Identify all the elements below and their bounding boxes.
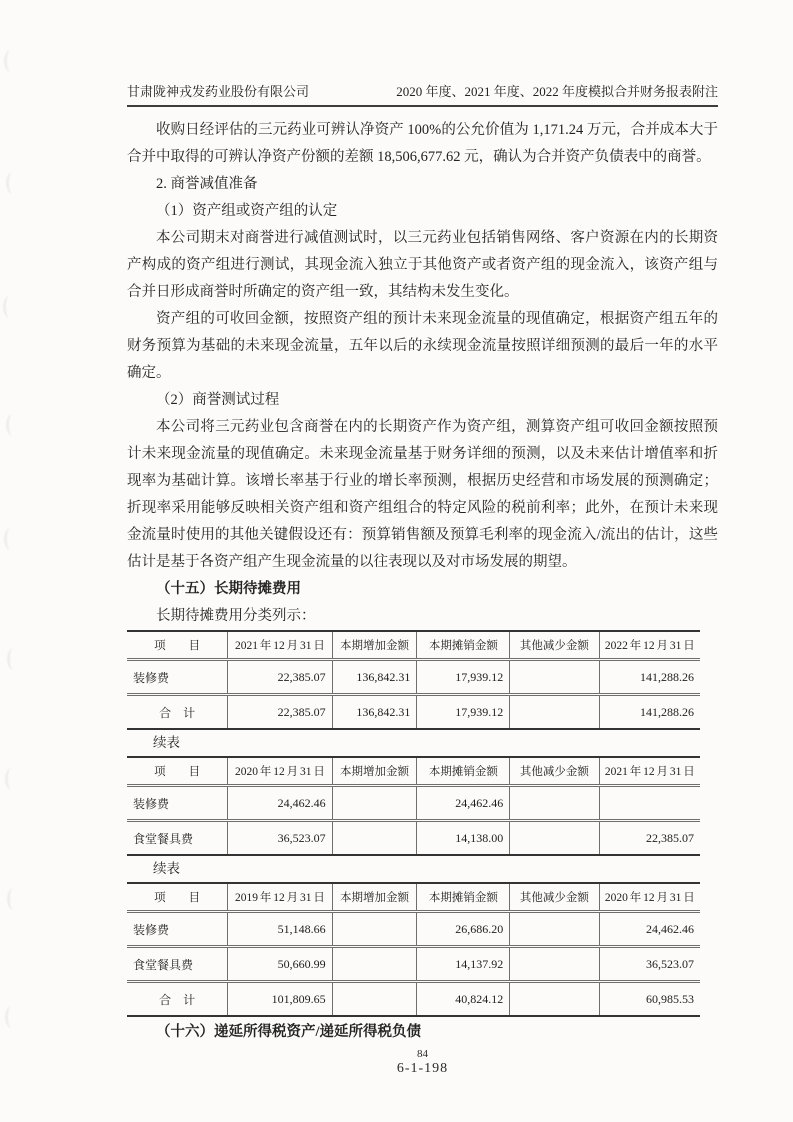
cell-other-decrease	[510, 660, 599, 695]
page-content	[127, 0, 718, 1046]
paragraph-acquisition-goodwill: 收购日经评估的三元药业可辨认净资产 100%的公允价值为 1,171.24 万元，合并成本大于合并中取得的可辨认净资产份额的差额 18,506,677.62 元，确认为合并资产负债表中的商誉。	[127, 122, 718, 165]
continued-table-label: 续表	[153, 735, 180, 750]
header-period-amortization: 本期摊销金额	[417, 883, 510, 912]
note-body	[127, 117, 718, 630]
header-closing-balance: 2020 年 12 月 31 日	[599, 883, 700, 912]
cell-other-decrease	[510, 947, 599, 982]
cell-opening-balance: 101,809.65	[228, 982, 332, 1017]
cell-period-increase: 136,842.31	[332, 660, 417, 695]
cell-closing-balance: 60,985.53	[599, 982, 700, 1017]
table-row-canteen-utensils-fee	[127, 821, 700, 856]
table-row-total	[127, 982, 700, 1017]
cell-total-label: 合 计	[159, 992, 196, 1007]
table-row-decoration-fee	[127, 912, 700, 947]
header-opening-balance: 2020 年 12 月 31 日	[228, 757, 332, 786]
scan-artifact	[6, 172, 19, 194]
cell-period-amortization: 14,137.92	[417, 947, 510, 982]
cell-period-increase	[332, 947, 417, 982]
subheading-goodwill-impairment: 2. 商誉减值准备	[156, 176, 258, 192]
note-body-continued	[127, 1019, 718, 1046]
cell-item-label: 装修费	[127, 786, 228, 821]
scan-artifact	[5, 1006, 18, 1028]
table-header-row	[127, 631, 700, 660]
paragraph-asset-group: 本公司期末对商誉进行减值测试时，以三元药业包括销售网络、客户资源在内的长期资产构成的资产组进行测试，其现金流入独立于其他资产或者资产组的现金流入，该资产组与合并日形成商誉时所确定的资产组一致，其结构未发生变化。	[127, 230, 718, 300]
section-heading-16-deferred-tax: （十六）递延所得税资产/递延所得税负债	[156, 1024, 422, 1040]
table-row-decoration-fee	[127, 660, 700, 695]
header-period-increase: 本期增加金额	[332, 631, 417, 660]
header-period-increase: 本期增加金额	[332, 757, 417, 786]
table-header-row	[127, 883, 700, 912]
table-row-total	[127, 695, 700, 730]
cell-item-label: 食堂餐具费	[127, 947, 228, 982]
deferred-expense-table-2022-wrap	[127, 630, 700, 730]
cell-other-decrease	[510, 912, 599, 947]
header-period-amortization: 本期摊销金额	[417, 631, 510, 660]
table-header-row	[127, 757, 700, 786]
cell-period-amortization: 17,939.12	[417, 695, 510, 730]
page-footer	[127, 1048, 718, 1077]
cell-period-increase	[332, 786, 417, 821]
deferred-expense-table-2021	[127, 756, 700, 856]
header-other-decrease: 其他减少金额	[510, 631, 599, 660]
header-other-decrease: 其他减少金额	[510, 883, 599, 912]
header-period-increase: 本期增加金额	[332, 883, 417, 912]
scan-artifact	[6, 414, 19, 436]
table-row-decoration-fee	[127, 786, 700, 821]
cell-opening-balance: 36,523.07	[228, 821, 332, 856]
deferred-expense-table-2020-wrap	[127, 882, 700, 1017]
cell-other-decrease	[510, 786, 599, 821]
cell-period-amortization: 17,939.12	[417, 660, 510, 695]
scan-artifact	[4, 50, 17, 72]
cell-opening-balance: 22,385.07	[228, 660, 332, 695]
deferred-expense-table-2022	[127, 630, 700, 730]
header-item: 项 目	[127, 631, 228, 660]
cell-period-increase	[332, 982, 417, 1017]
header-opening-balance: 2019 年 12 月 31 日	[228, 883, 332, 912]
paragraph-recoverable-amount: 资产组的可收回金额，按照资产组的预计未来现金流量的现值确定，根据资产组五年的财务预算为基础的未来现金流量，五年以后的永续现金流量按照详细预测的最后一年的水平确定。	[127, 311, 718, 381]
page-number: 84	[417, 1048, 428, 1060]
company-name: 甘肃陇神戎发药业股份有限公司	[127, 84, 310, 99]
subheading-goodwill-test-process: （2）商誉测试过程	[156, 392, 280, 408]
header-closing-balance: 2021 年 12 月 31 日	[599, 757, 700, 786]
cell-opening-balance: 51,148.66	[228, 912, 332, 947]
table-intro-line: 长期待摊费用分类列示：	[156, 608, 316, 624]
scan-artifact	[3, 296, 16, 318]
scan-artifact	[7, 648, 20, 670]
scan-artifact	[5, 768, 18, 790]
cell-closing-balance: 24,462.46	[599, 912, 700, 947]
cell-period-increase	[332, 912, 417, 947]
header-opening-balance: 2021 年 12 月 31 日	[228, 631, 332, 660]
deferred-expense-table-2020	[127, 882, 700, 1017]
cell-closing-balance: 22,385.07	[599, 821, 700, 856]
header-item: 项 目	[127, 757, 228, 786]
cell-period-amortization: 40,824.12	[417, 982, 510, 1017]
continued-table-label: 续表	[153, 861, 180, 876]
cell-opening-balance: 50,660.99	[228, 947, 332, 982]
cell-total-label: 合 计	[159, 705, 196, 720]
header-closing-balance: 2022 年 12 月 31 日	[599, 631, 700, 660]
cell-closing-balance	[599, 786, 700, 821]
cell-period-amortization: 24,462.46	[417, 786, 510, 821]
cell-period-amortization: 26,686.20	[417, 912, 510, 947]
cell-item-label: 装修费	[127, 912, 228, 947]
report-title: 2020 年度、2021 年度、2022 年度模拟合并财务报表附注	[396, 84, 718, 99]
cell-closing-balance: 141,288.26	[599, 660, 700, 695]
running-header	[127, 84, 718, 107]
cell-period-amortization: 14,138.00	[417, 821, 510, 856]
header-period-amortization: 本期摊销金额	[417, 757, 510, 786]
cell-closing-balance: 141,288.26	[599, 695, 700, 730]
cell-other-decrease	[510, 695, 599, 730]
cell-period-increase	[332, 821, 417, 856]
cell-closing-balance: 36,523.07	[599, 947, 700, 982]
cell-other-decrease	[510, 821, 599, 856]
header-item: 项 目	[127, 883, 228, 912]
cell-other-decrease	[510, 982, 599, 1017]
scan-artifact	[4, 528, 17, 550]
deferred-expense-table-2021-wrap	[127, 756, 700, 856]
document-code: 6-1-198	[396, 1061, 449, 1076]
section-heading-15-long-term-deferred-expenses: （十五）长期待摊费用	[156, 581, 301, 597]
scan-artifact	[7, 888, 20, 910]
paragraph-goodwill-test-process: 本公司将三元药业包含商誉在内的长期资产作为资产组，测算资产组可收回金额按照预计未来现金流量的现值确定。未来现金流量基于财务详细的预测，以及未来估计增值率和折现率为基础计算。该增长率基于行业的增长率预测，根据历史经营和市场发展的预测确定；折现率采用能够反映相关资产组和资产组组合的特定风险的税前利率；此外，在预计未来现金流量时使用的其他关键假设还有：预算销售额及预算毛利率的现金流入/流出的估计，这些估计是基于各资产组产生现金流量的以往表现以及对市场发展的期望。	[127, 419, 718, 570]
table-row-canteen-utensils-fee	[127, 947, 700, 982]
cell-period-increase: 136,842.31	[332, 695, 417, 730]
subheading-asset-group-definition: （1）资产组或资产组的认定	[156, 203, 338, 219]
cell-item-label: 食堂餐具费	[133, 831, 194, 846]
cell-opening-balance: 24,462.46	[228, 786, 332, 821]
cell-opening-balance: 22,385.07	[228, 695, 332, 730]
header-other-decrease: 其他减少金额	[510, 757, 599, 786]
cell-item-label: 装修费	[127, 660, 228, 695]
